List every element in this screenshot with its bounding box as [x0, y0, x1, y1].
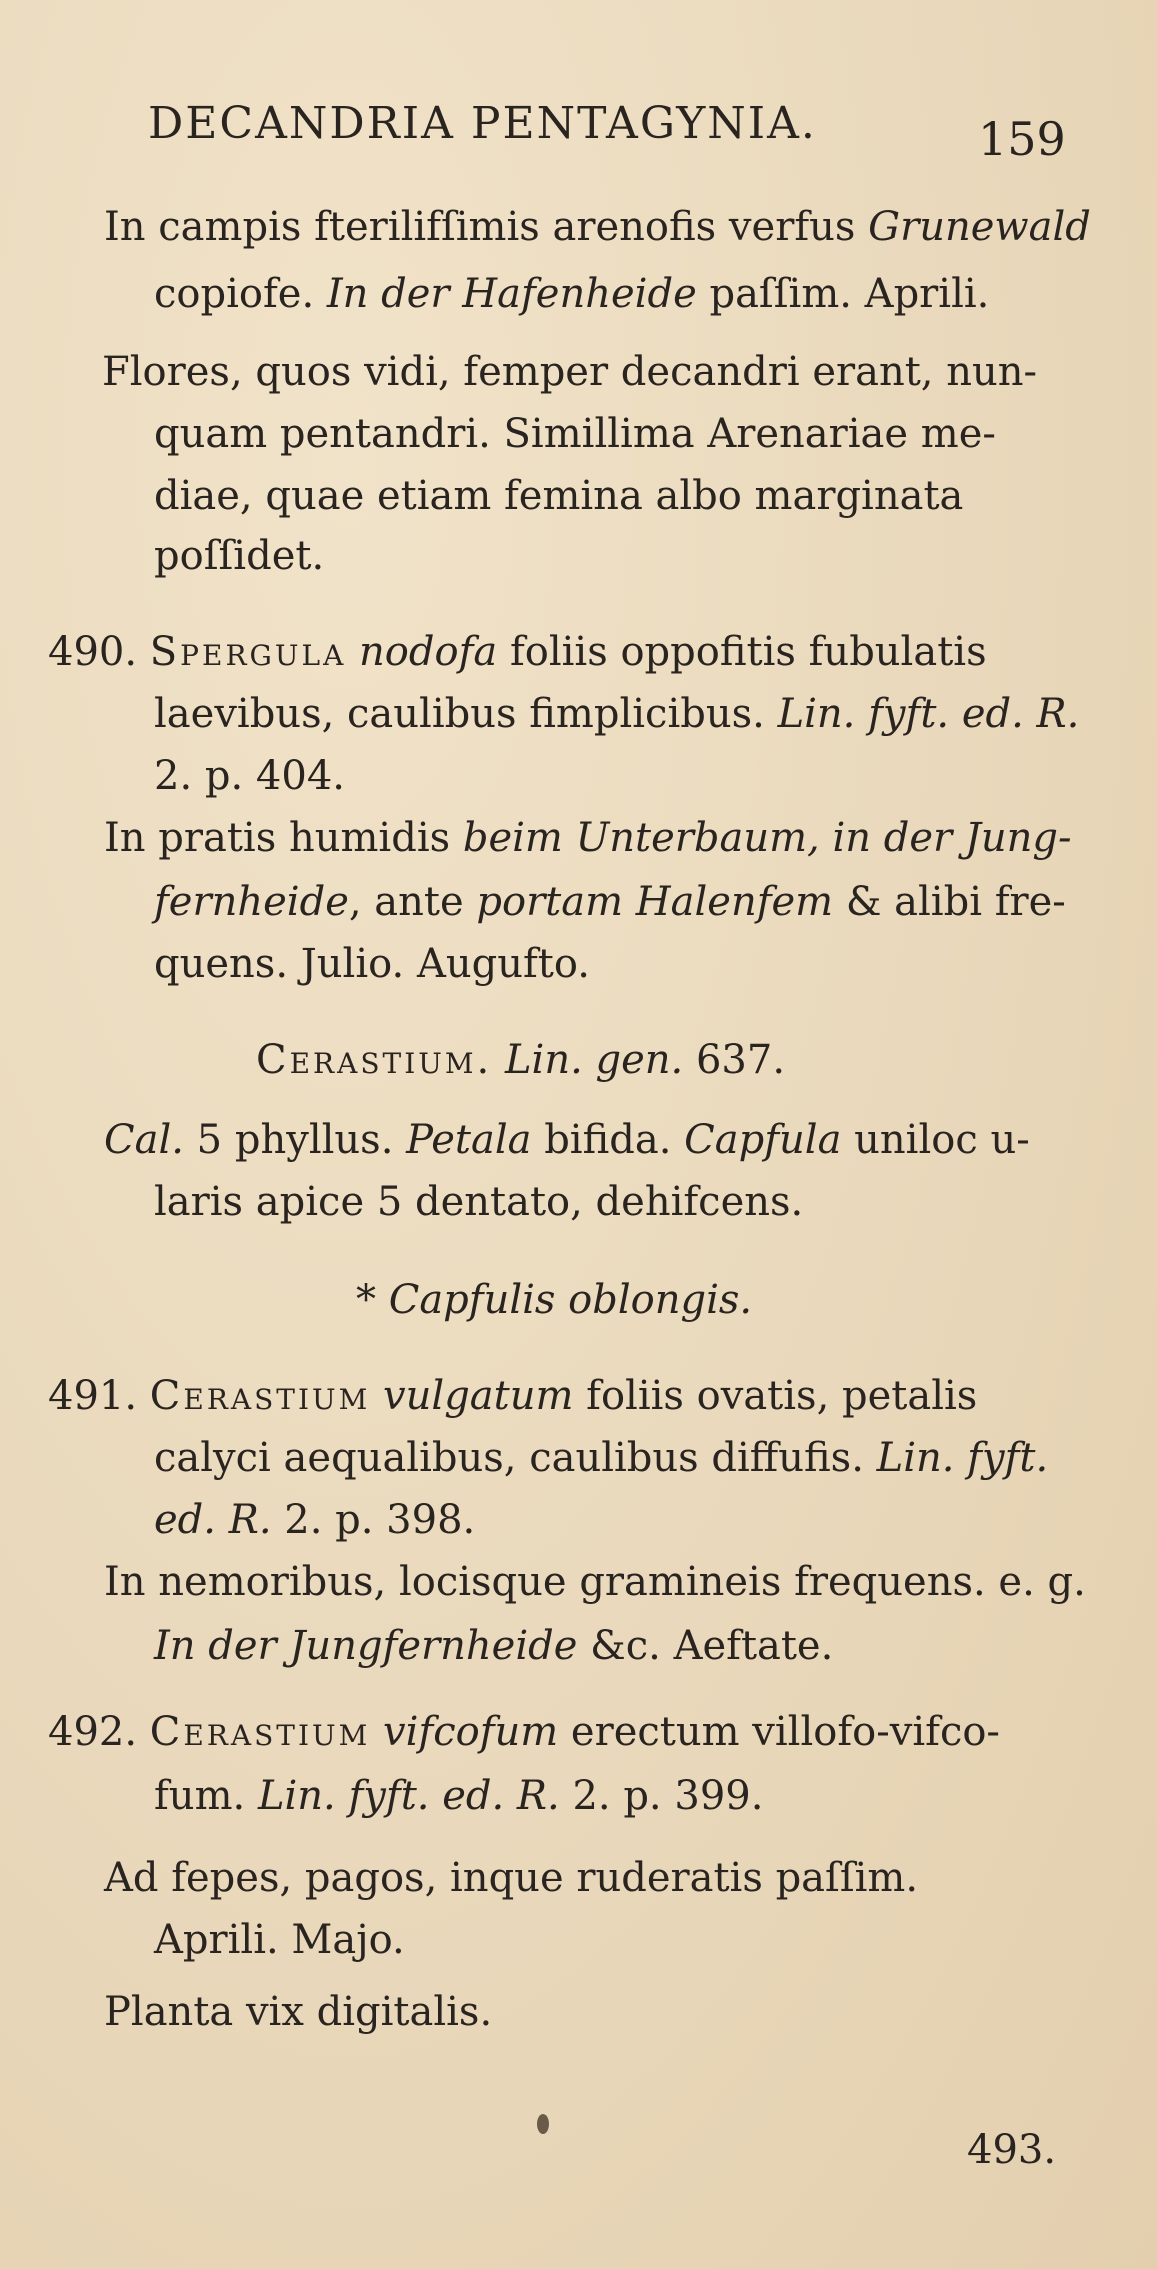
entry-number: 491.	[48, 1373, 150, 1419]
entry-492-habitat-1: Ad fepes, pagos, inque ruderatis paſſim.	[104, 1855, 919, 1901]
entry-490-habitat-1: In pratis humidis beim Unterbaum, in der Jung-	[104, 815, 1072, 861]
species: vulgatum	[370, 1373, 574, 1419]
genus-character-1: Cal. 5 phyllus. Petala bifida. Capfula uniloc u-	[104, 1117, 1030, 1163]
species: nodofa	[346, 629, 498, 675]
running-header	[148, 98, 817, 149]
entry-491-habitat-1: In nemoribus, locisque gramineis frequens. e. g.	[104, 1559, 1086, 1605]
genus-heading: Cerastium. Lin. gen. 637.	[256, 1037, 786, 1083]
entry-490-line-1: 490. Spergula nodofa foliis oppofitis fubulatis	[48, 629, 987, 675]
ink-smudge	[537, 2114, 549, 2134]
entry-490-habitat-2: fernheide, ante portam Halenfem & alibi fre-	[154, 879, 1066, 925]
p2-line-2: quam pentandri. Simillima Arenariae me-	[154, 411, 996, 457]
page-number: 159	[978, 112, 1066, 166]
header-title: DECANDRIA PENTAGYNIA.	[148, 98, 817, 149]
genus-character-2: laris apice 5 dentato, dehifcens.	[154, 1179, 804, 1225]
entry-number: 492.	[48, 1709, 150, 1755]
genus: Spergula	[149, 629, 347, 675]
entry-492-line-2: fum. Lin. fyft. ed. R. 2. p. 399.	[154, 1773, 764, 1819]
entry-491-habitat-2: In der Jungfernheide &c. Aeftate.	[154, 1623, 834, 1669]
entry-491-line-1: 491. Cerastium vulgatum foliis ovatis, petalis	[48, 1373, 978, 1419]
entry-492-habitat-3: Planta vix digitalis.	[104, 1989, 493, 2035]
p2-line-3: diae, quae etiam femina albo marginata	[154, 473, 964, 519]
entry-490-line-2: laevibus, caulibus fimplicibus. Lin. fyft. ed. R.	[154, 691, 1080, 737]
entry-number: 490.	[48, 629, 150, 675]
species: vifcofum	[370, 1709, 559, 1755]
entry-492-habitat-2: Aprili. Majo.	[154, 1917, 405, 1963]
entry-491-line-3: ed. R. 2. p. 398.	[154, 1497, 476, 1543]
entry-492-line-1: 492. Cerastium vifcofum erectum villofo-vifco-	[48, 1709, 1000, 1755]
subsection-heading: * Capfulis oblongis.	[356, 1277, 753, 1323]
p2-line-4: poſſidet.	[154, 533, 325, 579]
genus: Cerastium	[149, 1373, 371, 1419]
p2-line-1: Flores, quos vidi, femper decandri erant, nun-	[102, 349, 1038, 395]
p1-line-1: In campis fterilifſimis arenofis verfus Grunewald	[104, 204, 1091, 250]
catchword: 493.	[967, 2127, 1057, 2173]
p1-line-2: copiofe. In der Hafenheide paſſim. Aprili.	[154, 271, 990, 317]
entry-490-line-3: 2. p. 404.	[154, 753, 345, 799]
genus: Cerastium	[149, 1709, 371, 1755]
entry-490-habitat-3: quens. Julio. Augufto.	[154, 941, 590, 987]
entry-491-line-2: calyci aequalibus, caulibus diffufis. Lin. fyft.	[154, 1435, 1049, 1481]
